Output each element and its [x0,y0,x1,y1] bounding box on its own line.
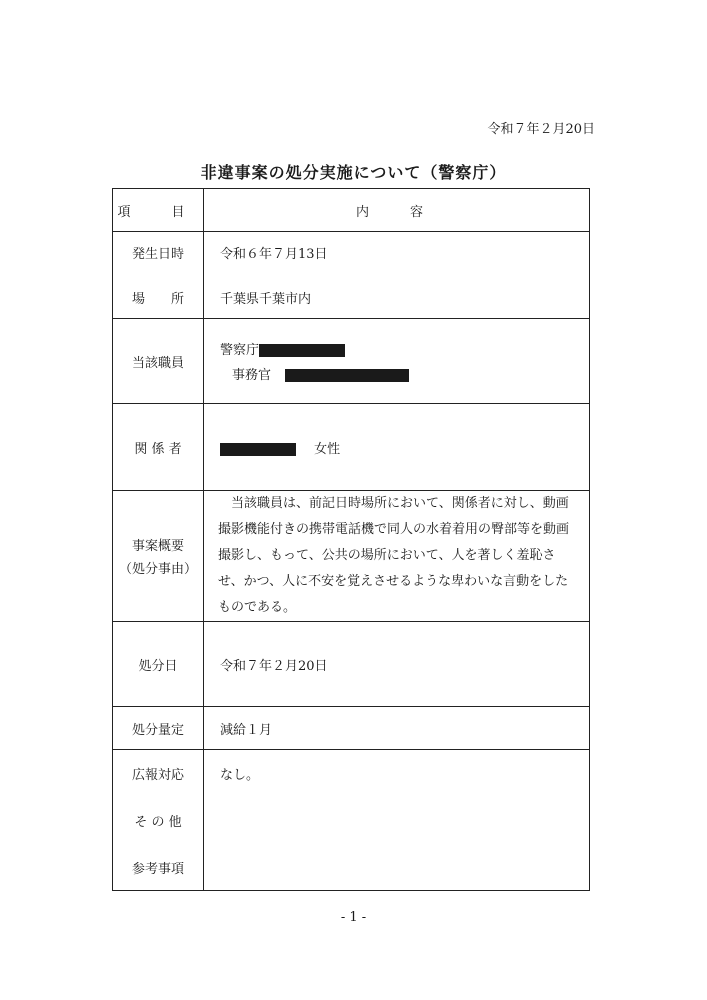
row-occurrence-place [113,232,590,319]
pr-value: なし。 [204,750,590,891]
disposition-value: 減給１月 [204,707,590,750]
summary-text: 当該職員は、前記日時場所において、関係者に対し、動画撮影機能付きの携帯電話機で同人の水着着用の臀部等を動画撮影し、もって、公共の場所において、人を著しく羞恥させ、かつ、人に不安を覚えさせるような卑わいな言動をしたものである。 [204,491,590,622]
table-header-row [113,189,590,232]
row-related-person [113,404,590,491]
row-summary [113,491,590,622]
disposition-table [112,188,590,891]
summary-sublabel: （処分事由） [118,562,197,577]
other-label: そ の 他 [134,815,182,830]
header-item: 項 目 [113,189,204,232]
row-pr-other [113,750,590,891]
pr-label: 広報対応 [131,768,184,783]
redaction-bar [220,443,296,456]
document-date: 令和７年２月20日 [487,122,595,137]
document-title: 非違事案の処分実施について（警察庁） [200,163,507,182]
occurrence-label: 発生日時 [131,247,184,262]
disposition-date-label: 処分日 [113,622,204,707]
reference-label: 参考事項 [131,862,184,877]
occurrence-value: 令和６年７月13日 [220,247,328,262]
redaction-bar [259,344,345,357]
employee-title: 事務官 [232,368,272,383]
disposition-date-value: 令和７年２月20日 [204,622,590,707]
page-number: - 1 - [340,910,367,925]
row-disposition [113,707,590,750]
employee-org: 警察庁 [220,343,260,358]
place-label: 場 所 [131,292,184,307]
disposition-label: 処分量定 [113,707,204,750]
row-disposition-date [113,622,590,707]
redaction-bar [285,369,409,382]
place-value: 千葉県千葉市内 [220,292,312,307]
header-content: 内 容 [204,189,590,232]
summary-label: 事案概要 [131,539,184,554]
employee-label: 当該職員 [113,319,204,404]
row-employee [113,319,590,404]
related-label: 関 係 者 [113,404,204,491]
related-value: 女性 [314,441,341,457]
